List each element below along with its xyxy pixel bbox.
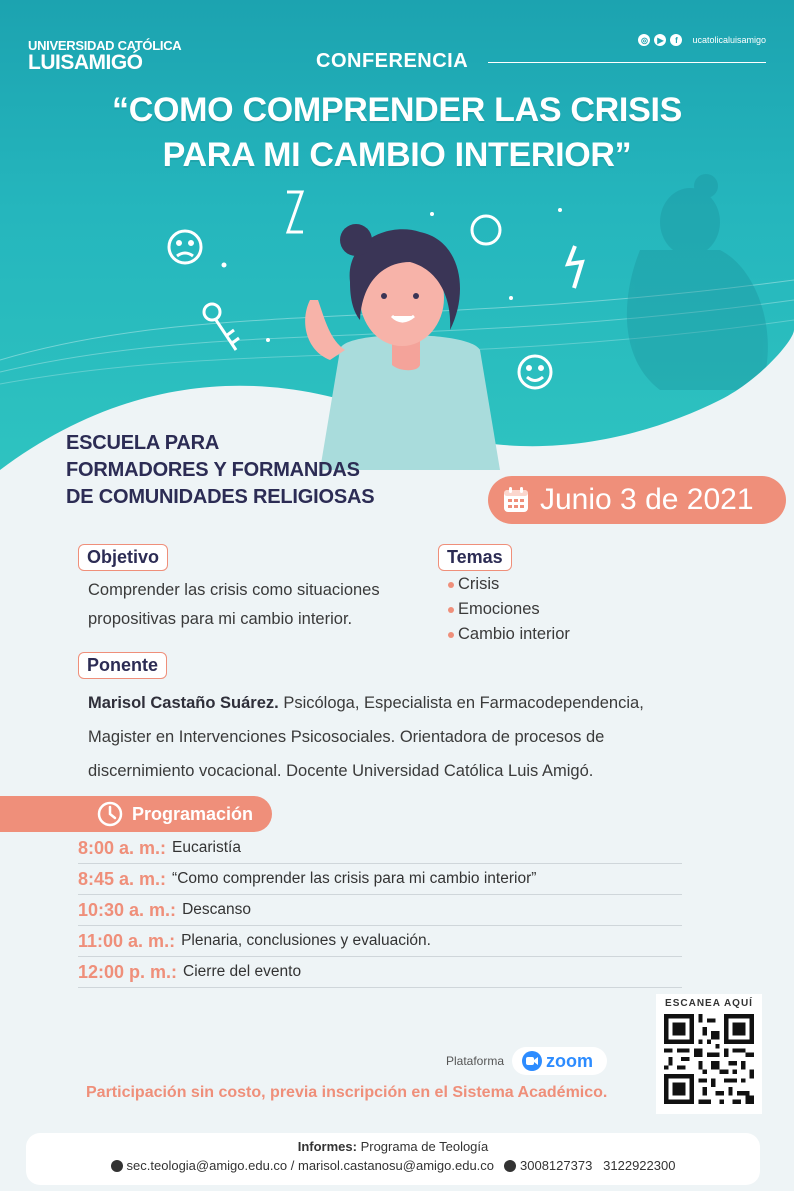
schedule-activity: Descanso — [182, 901, 251, 918]
instagram-icon[interactable]: ◎ — [638, 34, 650, 46]
ponente-name: Marisol Castaño Suárez. — [88, 694, 279, 712]
objetivo-text — [88, 576, 380, 634]
table-row — [78, 926, 682, 957]
clock-icon — [96, 800, 124, 828]
qr-code-icon[interactable] — [664, 1014, 754, 1104]
contact-line — [26, 1158, 760, 1173]
platform-info — [446, 1047, 607, 1075]
social-links — [638, 34, 766, 46]
facebook-icon[interactable]: f — [670, 34, 682, 46]
zoom-label: zoom — [546, 1050, 594, 1071]
qr-label: ESCANEA AQUÍ — [665, 998, 753, 1009]
phone-icon — [504, 1160, 516, 1172]
informes-value: Programa de Teología — [356, 1139, 489, 1154]
schedule-activity: Eucaristía — [172, 839, 241, 856]
ponente-bio-2: Magister en Intervenciones Psicosociales. Orientadora de procesos de — [88, 728, 605, 746]
schedule-activity: “Como comprender las crisis para mi cambio interior” — [172, 870, 537, 887]
table-row — [78, 864, 682, 895]
schedule-time: 11:00 a. m.: — [78, 930, 176, 951]
programacion-label: Programación — [132, 803, 254, 824]
temas-heading: Temas — [438, 544, 512, 571]
event-date: Junio 3 de 2021 — [540, 483, 754, 516]
ponente-bio-3: discernimiento vocacional. Docente Universidad Católica Luis Amigó. — [88, 762, 594, 780]
qr-panel — [656, 994, 762, 1114]
school-line3: DE COMUNIDADES RELIGIOSAS — [66, 486, 375, 508]
programacion-heading — [0, 796, 272, 832]
title-line1: “COMO COMPRENDER LAS CRISIS — [112, 91, 682, 129]
schedule-time: 12:00 p. m.: — [78, 961, 178, 982]
schedule-time: 8:00 a. m.: — [78, 837, 167, 858]
conference-label: CONFERENCIA — [316, 50, 469, 72]
ponente-bio-1: Psicóloga, Especialista en Farmacodependencia, — [278, 694, 644, 712]
university-logo — [28, 38, 181, 75]
list-item: Cambio interior — [448, 622, 570, 647]
schedule-time: 8:45 a. m.: — [78, 868, 167, 889]
logo-line2: LUISAMIGÓ — [28, 51, 143, 74]
zoom-icon — [522, 1051, 542, 1071]
informes-line — [26, 1139, 760, 1154]
informes-label: Informes: — [297, 1139, 357, 1154]
schedule-activity: Plenaria, conclusiones y evaluación. — [181, 932, 431, 949]
date-badge — [488, 476, 786, 524]
logo-line1: UNIVERSIDAD CATÓLICA — [28, 38, 182, 53]
ponente-heading: Ponente — [78, 652, 167, 679]
page-title — [0, 88, 794, 178]
platform-label: Plataforma — [446, 1054, 505, 1068]
contact-phones[interactable]: 3008127373 3122922300 — [520, 1158, 676, 1173]
school-line2: FORMADORES Y FORMANDAS — [66, 459, 360, 481]
ponente-bio — [88, 686, 728, 788]
participation-note: Participación sin costo, previa inscripción en el Sistema Académico. — [86, 1084, 608, 1101]
table-row — [78, 895, 682, 926]
schedule-table — [78, 833, 682, 988]
email-icon — [111, 1160, 123, 1172]
table-row — [78, 833, 682, 864]
title-line2: PARA MI CAMBIO INTERIOR” — [162, 136, 632, 174]
temas-list — [448, 572, 570, 647]
schedule-time: 10:30 a. m.: — [78, 899, 177, 920]
list-item: Crisis — [448, 572, 570, 597]
youtube-icon[interactable]: ▶ — [654, 34, 666, 46]
table-row — [78, 957, 682, 988]
objetivo-line1: Comprender las crisis como situaciones — [88, 581, 380, 599]
header-divider — [488, 62, 766, 63]
zoom-badge — [512, 1047, 607, 1075]
school-name — [66, 430, 374, 511]
schedule-activity: Cierre del evento — [183, 963, 302, 980]
school-line1: ESCUELA PARA — [66, 432, 220, 454]
social-handle[interactable]: ucatolicaluisamigo — [692, 35, 766, 45]
calendar-icon — [502, 486, 530, 514]
footer-contact — [26, 1133, 760, 1185]
list-item: Emociones — [448, 597, 570, 622]
contact-emails[interactable]: sec.teologia@amigo.edu.co / marisol.castanosu@amigo.edu.co — [126, 1158, 495, 1173]
objetivo-line2: propositivas para mi cambio interior. — [88, 610, 353, 628]
objetivo-heading: Objetivo — [78, 544, 168, 571]
